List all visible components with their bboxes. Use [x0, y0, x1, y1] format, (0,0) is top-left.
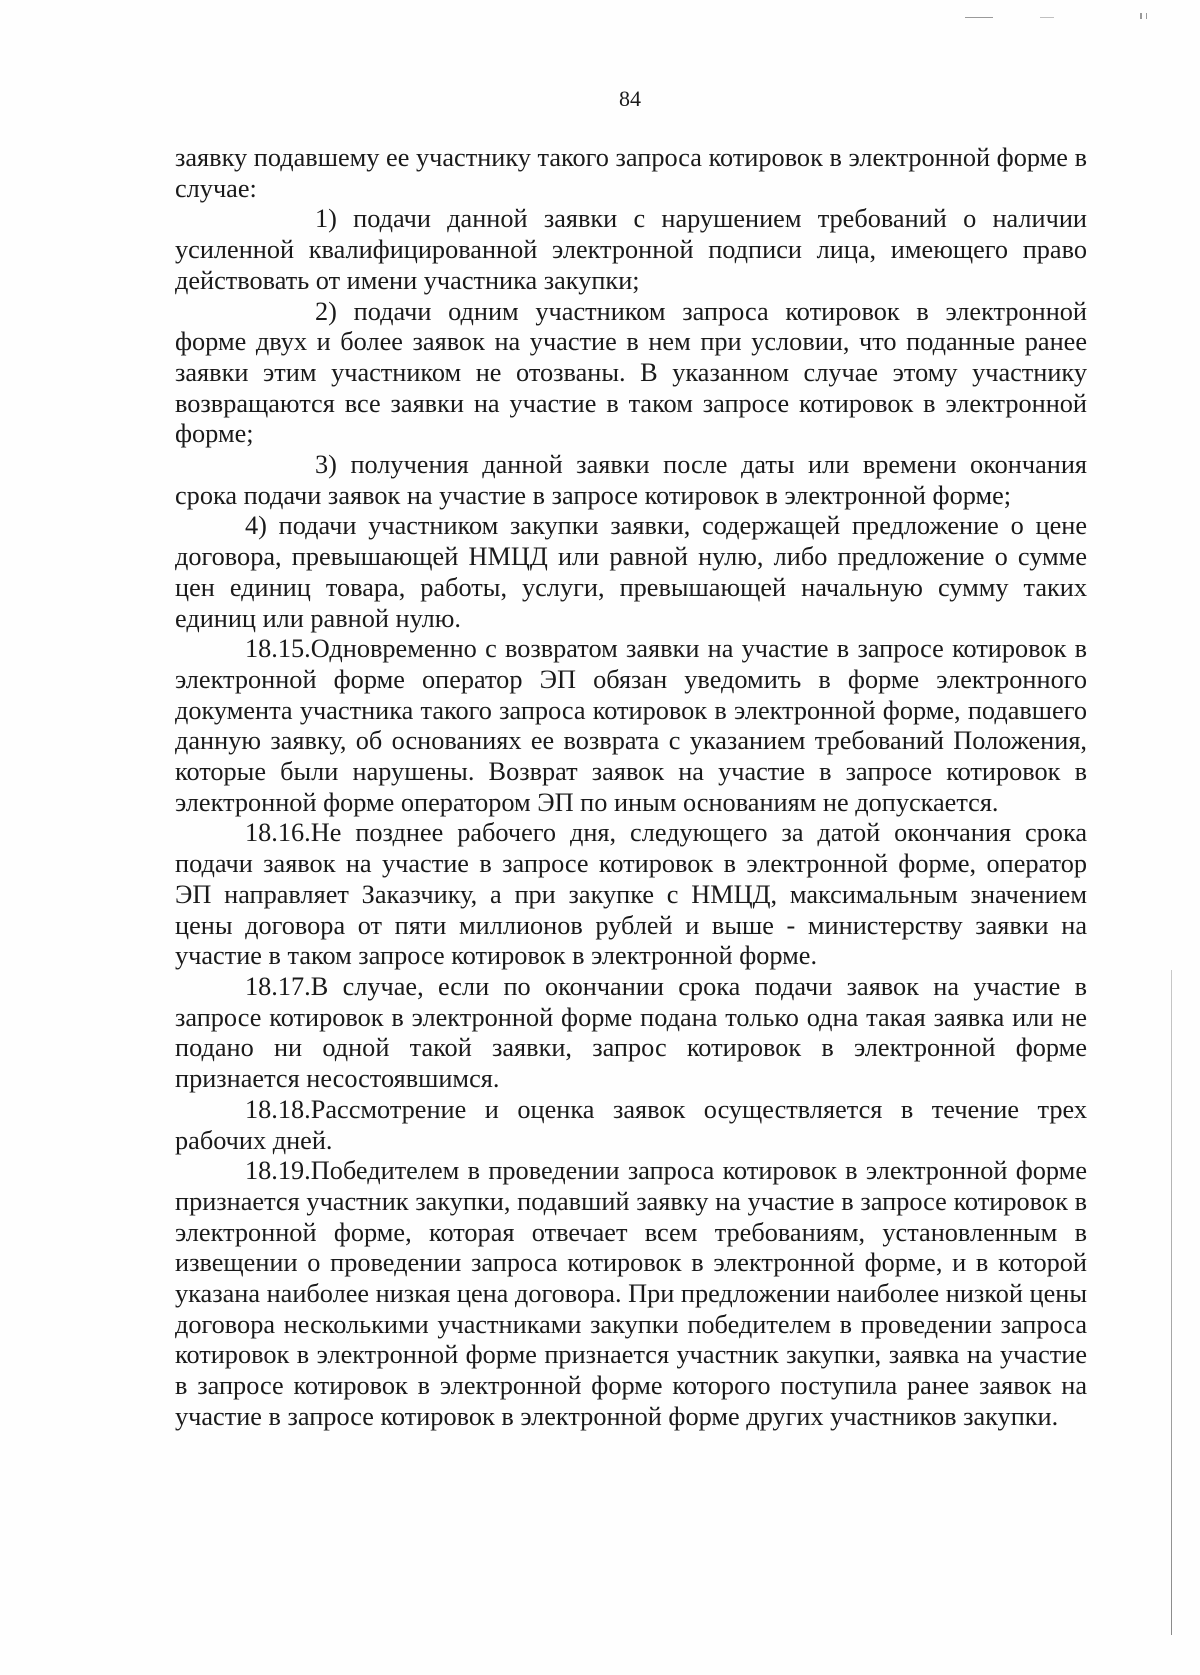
list-number: 2)	[315, 296, 337, 326]
list-item-3	[175, 450, 1087, 511]
page-number: 84	[619, 86, 641, 111]
paragraph-text: заявку подавшему ее участнику такого запроса котировок в электронной форме в случае:	[175, 143, 1087, 203]
list-item-4	[175, 511, 1087, 634]
clause-text: 18.16.Не позднее рабочего дня, следующего за датой окончания срока подачи заявок на участие в запросе котировок в электронной форме, оператор ЭП направляет Заказчику, а при закупке с НМЦД, максимальным значением цены договора от пяти миллионов рублей и выше - министерству заявки на участие в таком запросе котировок в электронной форме.	[175, 818, 1087, 971]
clause-18-15	[175, 634, 1087, 818]
list-item-1	[175, 204, 1087, 296]
scan-artifact	[965, 17, 993, 18]
paragraph-continuation	[175, 143, 1087, 204]
scan-artifact	[1040, 17, 1054, 18]
list-item-text: подачи одним участником запроса котировок в электронной форме двух и более заявок на участие в нем при условии, что поданные ранее заявки этим участником не отозваны. В указанном случае этому участнику возвращаются все заявки на участие в таком запросе котировок в электронной форме;	[175, 296, 1087, 449]
scan-edge-line	[1171, 970, 1172, 1635]
clause-text: 18.18.Рассмотрение и оценка заявок осуществляется в течение трех рабочих дней.	[175, 1094, 1087, 1155]
clause-text: 18.15.Одновременно с возвратом заявки на участие в запросе котировок в электронной форме оператор ЭП обязан уведомить в форме электронного документа участника такого запроса котировок в электронной форме, подавшего данную заявку, об основаниях ее возврата с указанием требований Положения, которые были нарушены. Возврат заявок на участие в запросе котировок в электронной форме оператором ЭП по иным основаниям не допускается.	[175, 634, 1087, 817]
clause-18-19	[175, 1156, 1087, 1432]
clause-18-17	[175, 972, 1087, 1095]
document-body	[175, 143, 1087, 1433]
list-item-text: 4) подачи участником закупки заявки, содержащей предложение о цене договора, превышающей НМЦД или равной нулю, либо предложение о сумме цен единиц товара, работы, услуги, превышающей начальную сумму таких единиц или равной нулю.	[175, 511, 1087, 633]
list-item-text: получения данной заявки после даты или времени окончания срока подачи заявок на участие в запросе котировок в электронной форме;	[175, 450, 1087, 510]
scan-artifact	[1146, 13, 1147, 19]
list-number: 1)	[315, 204, 337, 234]
clause-text: 18.19.Победителем в проведении запроса котировок в электронной форме признается участник закупки, подавший заявку на участие в запросе котировок в электронной форме, которая отвечает всем требованиям, установленным в извещении о проведении запроса котировок в электронной форме, и в которой указана наиболее низкая цена договора. При предложении наиболее низкой цены договора несколькими участниками закупки победителем в проведении запроса котировок в электронной форме признается участник закупки, заявка на участие в запросе котировок в электронной форме которого поступила ранее заявок на участие в запросе котировок в электронной форме других участников закупки.	[175, 1156, 1088, 1431]
list-item-text: подачи данной заявки с нарушением требований о наличии усиленной квалифицированной электронной подписи лица, имеющего право действовать от имени участника закупки;	[175, 204, 1087, 295]
clause-18-18	[175, 1095, 1087, 1156]
scan-artifact	[1140, 13, 1142, 19]
list-number: 3)	[315, 450, 337, 480]
list-item-2	[175, 297, 1087, 451]
clause-text: 18.17.В случае, если по окончании срока подачи заявок на участие в запросе котировок в электронной форме подана только одна такая заявка или не подано ни одной такой заявки, запрос котировок в электронной форме признается несостоявшимся.	[175, 971, 1087, 1094]
clause-18-16	[175, 818, 1087, 972]
